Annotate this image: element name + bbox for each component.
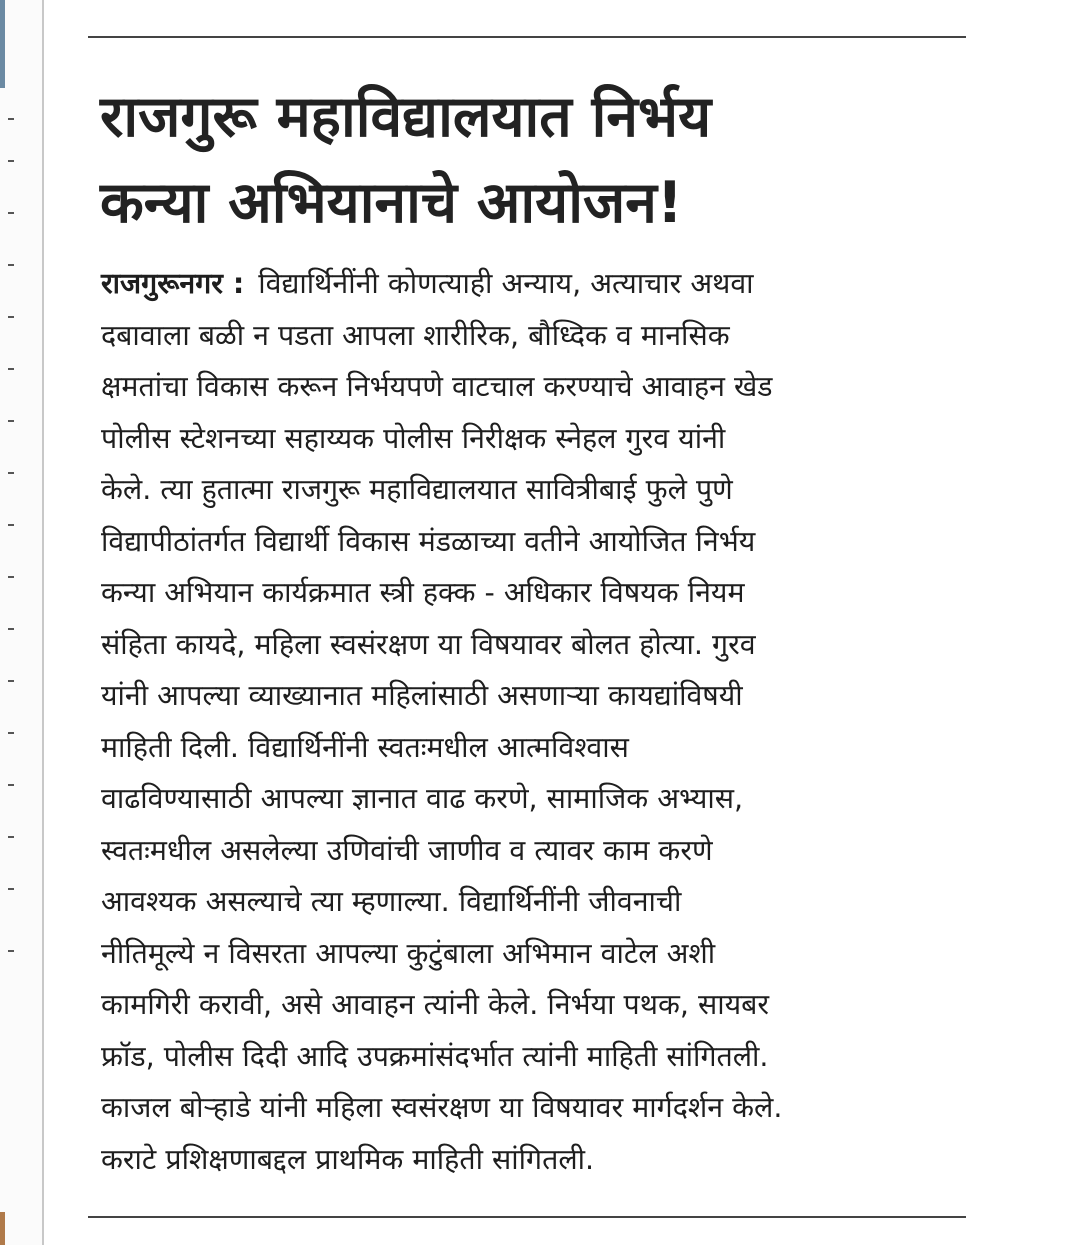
adjacent-text-mark [8,368,14,370]
adjacent-text-mark [8,160,14,162]
article-line: पोलीस स्टेशनच्या सहाय्यक पोलीस निरीक्षक स्नेहल गुरव यांनी [101,421,726,455]
adjacent-text-mark [8,576,14,578]
adjacent-text-mark [8,420,14,422]
article-line: फ्रॉड, पोलीस दिदी आदि उपक्रमांसंदर्भात त्यांनी माहिती सांगितली. [101,1039,769,1073]
article-line: काजल बोऱ्हाडे यांनी महिला स्वसंरक्षण या विषयावर मार्गदर्शन केले. [101,1091,783,1124]
article-line: क्षमतांचा विकास करून निर्भयपणे वाटचाल करण्याचे आवाहन खेड [101,370,773,403]
headline [100,74,960,246]
top-rule [88,36,966,38]
article-line: कराटे प्रशिक्षणाबद्दल प्राथमिक माहिती सांगितली. [101,1142,595,1176]
column-divider [42,0,44,1245]
first-line-text: विद्यार्थिनींनी कोणत्याही अन्याय, अत्याचार अथवा [258,267,754,300]
adjacent-text-mark [8,628,14,630]
adjacent-text-mark [8,316,14,318]
article-line: संहिता कायदे, महिला स्वसंरक्षण या विषयावर बोलत होत्या. गुरव [101,627,756,661]
adjacent-text-mark [8,212,14,214]
article-line: आवश्यक असल्याचे त्या म्हणाल्या. विद्यार्थिनींनी जीवनाची [101,885,682,918]
article-line: कामगिरी करावी, असे आवाहन त्यांनी केले. निर्भया पथक, सायबर [101,988,770,1021]
article-line: माहिती दिली. विद्यार्थिनींनी स्वतःमधील आत्मविश्वास [101,730,629,764]
article-line: दबावाला बळी न पडता आपला शारीरिक, बौध्दिक व मानसिक [101,318,730,352]
article-line: कन्या अभियान कार्यक्रमात स्त्री हक्क - अधिकार विषयक नियम [101,576,745,609]
article-line: विद्यापीठांतर्गत विद्यार्थी विकास मंडळाच्या वतीने आयोजित निर्भय [101,524,756,558]
adjacent-text-mark [8,836,14,838]
adjacent-text-mark [8,680,14,682]
adjacent-text-mark [8,118,14,120]
headline-line-2: कन्या अभियानाचे आयोजन! [100,170,683,236]
article-line: यांनी आपल्या व्याख्यानात महिलांसाठी असणाऱ्या कायद्यांविषयी [101,679,743,712]
adjacent-text-mark [8,264,14,266]
adjacent-text-mark [8,950,14,952]
bottom-rule [88,1216,966,1218]
adjacent-column-edge [0,0,44,1245]
headline-line-1: राजगुरू महाविद्यालयात निर्भय [100,84,712,150]
article-line: वाढविण्यासाठी आपल्या ज्ञानात वाढ करणे, सामाजिक अभ्यास, [101,782,744,815]
article-line: केले. त्या हुतात्मा राजगुरू महाविद्यालयात सावित्रीबाई फुले पुणे [101,473,733,506]
adjacent-text-mark [8,524,14,526]
article-line: नीतिमूल्ये न विसरता आपल्या कुटुंबाला अभिमान वाटेल अशी [101,936,716,970]
adjacent-text-mark [8,888,14,890]
article-first-line [101,258,976,310]
adjacent-text-mark [8,472,14,474]
adjacent-text-mark [8,732,14,734]
article-body [101,258,976,1185]
dateline: राजगुरूनगर : [101,267,245,300]
article-line: स्वतःमधील असलेल्या उणिवांची जाणीव व त्यावर काम करणे [101,833,713,867]
adjacent-image-edge [0,0,5,88]
adjacent-text-mark [8,784,14,786]
adjacent-image-edge-bottom [0,1212,5,1245]
